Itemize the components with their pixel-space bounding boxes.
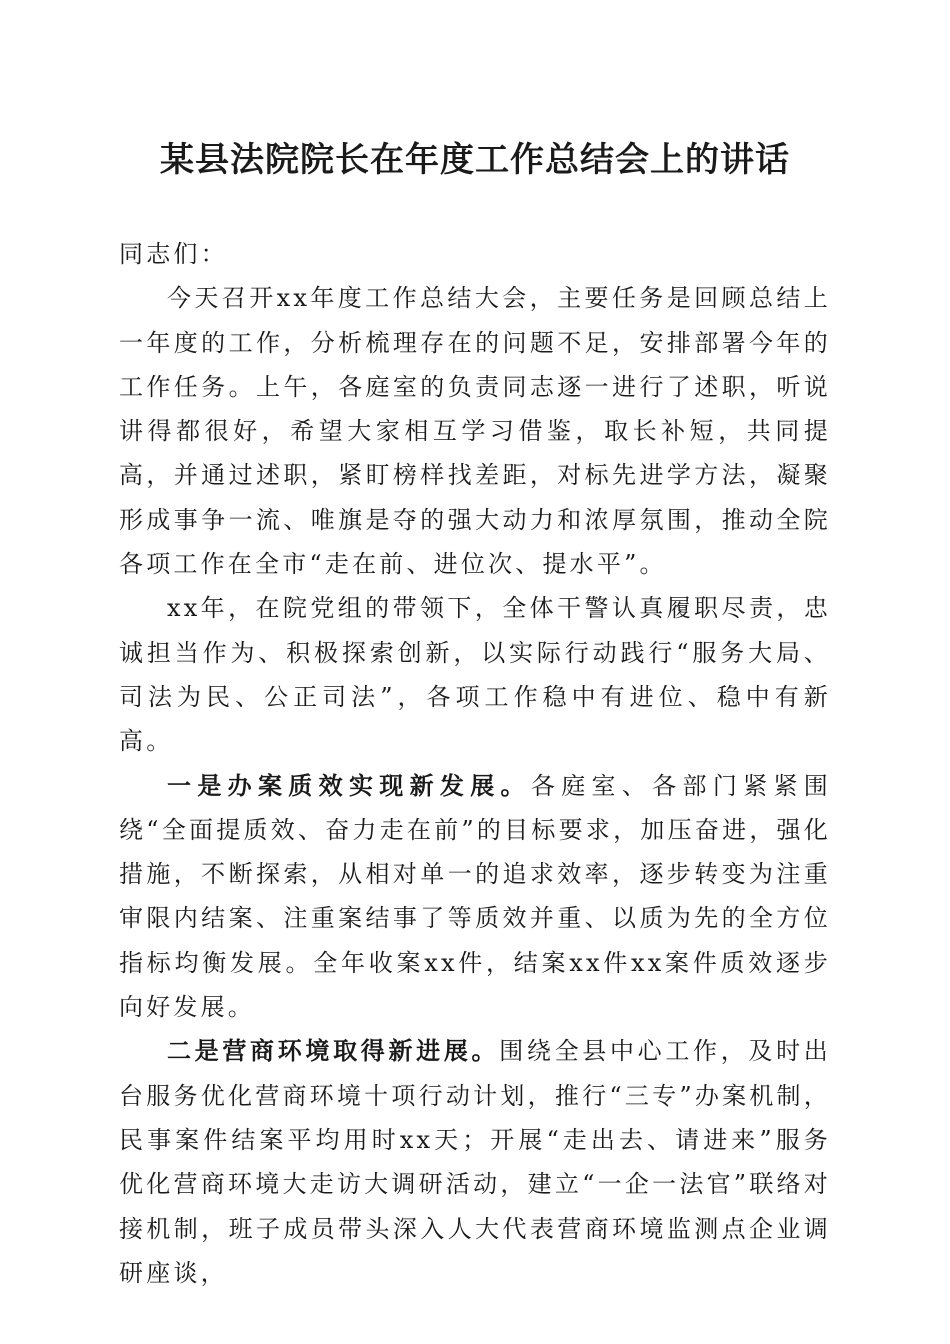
paragraph-business-environment	[119, 1029, 831, 1295]
document-title: 某县法院院长在年度工作总结会上的讲话	[160, 140, 790, 180]
paragraph-text: 各庭室、各部门紧紧围绕“全面提质效、奋力走在前”的目标要求，加压奋进，强化措施，不断探索，从相对单一的追求效率，逐步转变为注重审限内结案、注重案结事了等质效并重、以质为先的全方位指标均衡发展。全年收案xx件，结案xx件xx案件质效逐步向好发展。	[119, 771, 832, 1022]
paragraph-intro	[119, 276, 831, 586]
paragraph-case-quality	[119, 764, 831, 1030]
paragraph-summary	[119, 586, 831, 763]
paragraph-text: xx年，在院党组的带领下，全体干警认真履职尽责，忠诚担当作为、积极探索创新，以实际行动践行“服务大局、司法为民、公正司法”，各项工作稳中有进位、稳中有新高。	[119, 594, 831, 756]
salutation: 同志们：	[119, 240, 228, 268]
paragraph-lead: 一是办案质效实现新发展。	[167, 770, 531, 800]
document-body	[119, 232, 831, 1295]
paragraph-text: 围绕全县中心工作，及时出台服务优化营商环境十项行动计划，推行“三专”办案机制，民事案件结案平均用时xx天；开展“走出去、请进来”服务优化营商环境大走访大调研活动，建立“一企一法官”联络对接机制，班子成员带头深入人大代表营商环境监测点企业调研座谈，	[119, 1037, 831, 1287]
paragraph-text: 今天召开xx年度工作总结大会，主要任务是回顾总结上一年度的工作，分析梳理存在的问题不足，安排部署今年的工作任务。上午，各庭室的负责同志逐一进行了述职，听说讲得都很好，希望大家相互学习借鉴，取长补短，共同提高，并通过述职，紧盯榜样找差距，对标先进学方法，凝聚形成事争一流、唯旗是夺的强大动力和浓厚氛围，推动全院各项工作在全市“走在前、进位次、提水平”。	[119, 284, 831, 579]
paragraph-lead: 二是营商环境取得新进展。	[167, 1036, 500, 1066]
